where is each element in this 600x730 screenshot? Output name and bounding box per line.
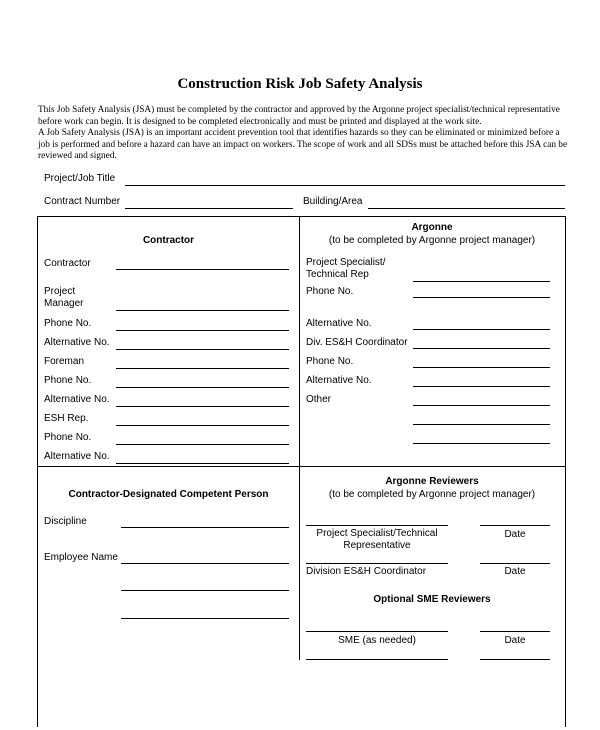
- intro-paragraph-1: This Job Safety Analysis (JSA) must be completed by the contractor and approved by the Argonne project specialist/technical representative before work can begin. It is designed to be completed electronically and must be printed and displayed at the work site.: [38, 105, 560, 127]
- date-1-field[interactable]: [480, 525, 550, 526]
- foreman-label: Foreman: [44, 356, 85, 367]
- building-area-label: Building/Area: [303, 196, 363, 207]
- contractor-alternative-2-label: Alternative No.: [44, 394, 110, 405]
- argonne-phone-2-field[interactable]: [413, 367, 550, 368]
- employee-name-field-2[interactable]: [121, 590, 289, 591]
- project-specialist-signature-field[interactable]: [306, 525, 448, 526]
- sme-signature-field[interactable]: [306, 631, 448, 632]
- contractor-alternative-3-field[interactable]: [116, 463, 289, 464]
- competent-person-heading: Contractor-Designated Competent Person: [68, 489, 269, 500]
- division-esh-signature-field[interactable]: [306, 563, 448, 564]
- argonne-other-field-2[interactable]: [413, 424, 550, 425]
- contractor-label: Contractor: [44, 258, 91, 269]
- contractor-phone-1-field[interactable]: [116, 330, 289, 331]
- argonne-other-label: Other: [306, 394, 332, 405]
- contractor-alternative-2-field[interactable]: [116, 406, 289, 407]
- contractor-phone-1-label: Phone No.: [44, 318, 92, 329]
- project-job-title-label: Project/Job Title: [44, 173, 116, 184]
- argonne-project-specialist-field[interactable]: [413, 281, 550, 282]
- argonne-heading: Argonne: [411, 222, 453, 233]
- division-esh-caption: Division ES&H Coordinator: [306, 566, 427, 577]
- employee-name-field-3[interactable]: [121, 618, 289, 619]
- project-job-title-field[interactable]: [125, 185, 565, 186]
- argonne-alternative-2-label: Alternative No.: [306, 375, 372, 386]
- building-area-field[interactable]: [368, 208, 565, 209]
- argonne-other-field-3[interactable]: [413, 443, 550, 444]
- argonne-alternative-field[interactable]: [413, 329, 550, 330]
- sme-signature-field-2[interactable]: [306, 659, 448, 660]
- employee-name-field-1[interactable]: [121, 563, 289, 564]
- foreman-field[interactable]: [116, 368, 289, 369]
- reviewers-subheading: (to be completed by Argonne project manager): [328, 489, 536, 500]
- optional-sme-heading: Optional SME Reviewers: [373, 594, 491, 605]
- date-1-caption: Date: [504, 529, 526, 540]
- date-2-field[interactable]: [480, 563, 550, 564]
- intro-text: [38, 105, 568, 163]
- argonne-phone-field[interactable]: [413, 297, 550, 298]
- argonne-project-specialist-label: Project Specialist/ Technical Rep: [306, 257, 386, 280]
- table-divider-top: [299, 216, 300, 466]
- argonne-subheading: (to be completed by Argonne project manager): [328, 235, 536, 246]
- project-manager-label: Project Manager: [44, 286, 84, 309]
- date-3-caption: Date: [504, 635, 526, 646]
- contractor-phone-3-field[interactable]: [116, 444, 289, 445]
- info-table-border: [37, 216, 566, 727]
- contractor-heading: Contractor: [142, 235, 195, 246]
- discipline-field[interactable]: [121, 527, 289, 528]
- argonne-other-field-1[interactable]: [413, 405, 550, 406]
- table-row-divider: [37, 466, 566, 467]
- contractor-alternative-1-label: Alternative No.: [44, 337, 110, 348]
- date-4-field[interactable]: [480, 659, 550, 660]
- intro-paragraph-2: A Job Safety Analysis (JSA) is an important accident prevention tool that identifies hazards so they can be eliminated or minimized before a job is performed and before a hazard can have an impact on workers. The scope of work and all SDSs must be attached before this JSA can be reviewed and signed.: [38, 128, 568, 161]
- argonne-alternative-2-field[interactable]: [413, 386, 550, 387]
- esh-rep-label: ESH Rep.: [44, 413, 89, 424]
- document-title: Construction Risk Job Safety Analysis: [177, 76, 423, 92]
- sme-caption: SME (as needed): [338, 635, 416, 646]
- esh-rep-field[interactable]: [116, 425, 289, 426]
- argonne-alternative-label: Alternative No.: [306, 318, 372, 329]
- contractor-phone-2-field[interactable]: [116, 387, 289, 388]
- argonne-phone-label: Phone No.: [306, 286, 354, 297]
- project-manager-field[interactable]: [116, 310, 289, 311]
- contractor-alternative-3-label: Alternative No.: [44, 451, 110, 462]
- date-2-caption: Date: [504, 566, 526, 577]
- project-specialist-caption: Project Specialist/Technical Representative: [316, 528, 438, 551]
- date-3-field[interactable]: [480, 631, 550, 632]
- discipline-label: Discipline: [44, 516, 87, 527]
- div-esh-coordinator-field[interactable]: [413, 348, 550, 349]
- argonne-phone-2-label: Phone No.: [306, 356, 354, 367]
- contract-number-field[interactable]: [125, 208, 293, 209]
- div-esh-coordinator-label: Div. ES&H Coordinator: [306, 337, 408, 348]
- contractor-phone-3-label: Phone No.: [44, 432, 92, 443]
- contractor-alternative-1-field[interactable]: [116, 349, 289, 350]
- reviewers-heading: Argonne Reviewers: [385, 476, 479, 487]
- contractor-field[interactable]: [116, 269, 289, 270]
- employee-name-label: Employee Name: [44, 552, 118, 563]
- contractor-phone-2-label: Phone No.: [44, 375, 92, 386]
- contract-number-label: Contract Number: [44, 196, 121, 207]
